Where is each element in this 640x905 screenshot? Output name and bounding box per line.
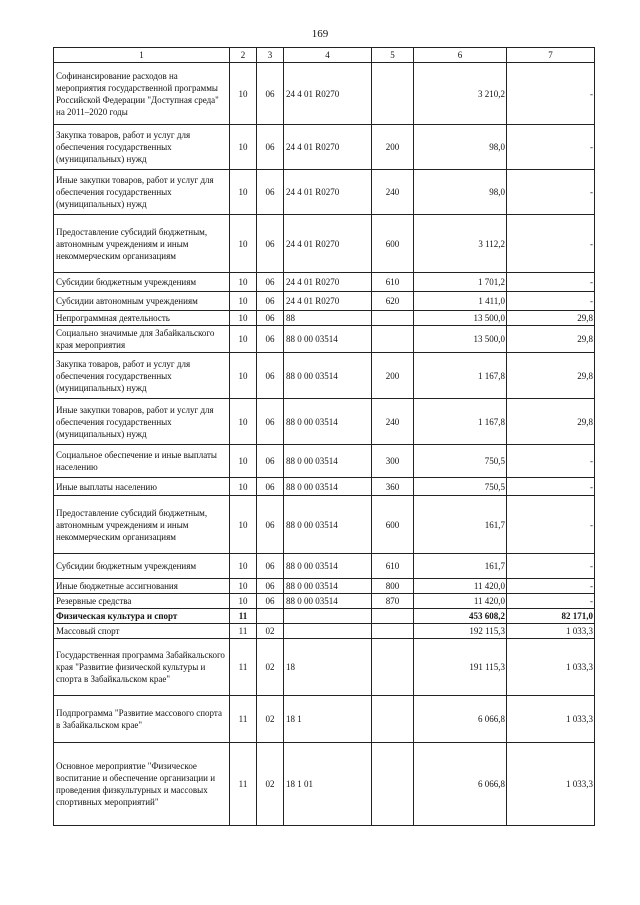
amount-cell: - — [507, 445, 595, 478]
expense-type-cell: 360 — [372, 478, 414, 496]
expense-type-cell: 610 — [372, 554, 414, 579]
target-code-cell: 88 — [284, 311, 372, 326]
amount-cell: - — [507, 554, 595, 579]
header-cell: 1 — [54, 48, 230, 63]
expense-type-cell — [372, 311, 414, 326]
expense-type-cell: 600 — [372, 496, 414, 554]
expense-type-cell — [372, 639, 414, 696]
amount-cell: - — [507, 496, 595, 554]
section-cell: 10 — [230, 554, 257, 579]
expense-type-cell: 300 — [372, 445, 414, 478]
row-name-cell: Подпрограмма "Развитие массового спорта в Забайкальском крае" — [54, 696, 230, 743]
expense-type-cell — [372, 696, 414, 743]
row-name-cell: Закупка товаров, работ и услуг для обеспечения государственных (муниципальных) нужд — [54, 125, 230, 170]
expense-type-cell: 240 — [372, 399, 414, 445]
subsection-cell: 02 — [257, 639, 284, 696]
row-name-cell: Иные бюджетные ассигнования — [54, 579, 230, 594]
amount-cell: 192 115,3 — [414, 624, 507, 639]
target-code-cell: 18 1 01 — [284, 743, 372, 826]
amount-cell: 13 500,0 — [414, 311, 507, 326]
section-cell: 10 — [230, 445, 257, 478]
table-row — [54, 170, 595, 215]
table-row — [54, 594, 595, 609]
amount-cell: 1 167,8 — [414, 353, 507, 399]
row-name-cell: Предоставление субсидий бюджетным, автономным учреждениям и иным некоммерческим организациям — [54, 496, 230, 554]
section-cell: 11 — [230, 624, 257, 639]
amount-cell: 1 033,3 — [507, 743, 595, 826]
amount-cell: - — [507, 579, 595, 594]
amount-cell: 11 420,0 — [414, 594, 507, 609]
amount-cell: - — [507, 215, 595, 273]
amount-cell: 161,7 — [414, 496, 507, 554]
expense-type-cell — [372, 609, 414, 624]
target-code-cell: 88 0 00 03514 — [284, 326, 372, 353]
row-name-cell: Непрограммная деятельность — [54, 311, 230, 326]
amount-cell: 6 066,8 — [414, 743, 507, 826]
amount-cell: 1 033,3 — [507, 624, 595, 639]
amount-cell: 29,8 — [507, 326, 595, 353]
amount-cell: 3 210,2 — [414, 63, 507, 125]
amount-cell: 1 167,8 — [414, 399, 507, 445]
row-name-cell: Иные выплаты населению — [54, 478, 230, 496]
amount-cell: - — [507, 125, 595, 170]
expense-type-cell: 610 — [372, 273, 414, 292]
amount-cell: 98,0 — [414, 125, 507, 170]
table-row — [54, 215, 595, 273]
subsection-cell — [257, 609, 284, 624]
row-name-cell: Субсидии бюджетным учреждениям — [54, 554, 230, 579]
table-row — [54, 311, 595, 326]
amount-cell: 13 500,0 — [414, 326, 507, 353]
section-cell: 10 — [230, 292, 257, 311]
section-cell: 10 — [230, 170, 257, 215]
row-name-cell: Основное мероприятие "Физическое воспитание и обеспечение организации и проведения физкультурных и массовых спортивных мероприятий" — [54, 743, 230, 826]
amount-cell: - — [507, 63, 595, 125]
target-code-cell: 88 0 00 03514 — [284, 579, 372, 594]
expense-type-cell: 800 — [372, 579, 414, 594]
amount-cell: - — [507, 170, 595, 215]
subsection-cell: 06 — [257, 353, 284, 399]
subsection-cell: 02 — [257, 624, 284, 639]
section-cell: 10 — [230, 63, 257, 125]
subsection-cell: 06 — [257, 125, 284, 170]
expense-type-cell: 620 — [372, 292, 414, 311]
target-code-cell: 88 0 00 03514 — [284, 478, 372, 496]
amount-cell: 750,5 — [414, 445, 507, 478]
subsection-cell: 06 — [257, 273, 284, 292]
section-cell: 10 — [230, 273, 257, 292]
target-code-cell: 88 0 00 03514 — [284, 594, 372, 609]
target-code-cell — [284, 609, 372, 624]
header-cell: 2 — [230, 48, 257, 63]
amount-cell: 1 033,3 — [507, 639, 595, 696]
row-name-cell: Иные закупки товаров, работ и услуг для обеспечения государственных (муниципальных) нужд — [54, 399, 230, 445]
subsection-cell: 06 — [257, 594, 284, 609]
target-code-cell — [284, 624, 372, 639]
table-row — [54, 554, 595, 579]
amount-cell: 1 701,2 — [414, 273, 507, 292]
target-code-cell: 18 1 — [284, 696, 372, 743]
target-code-cell: 88 0 00 03514 — [284, 399, 372, 445]
section-cell: 10 — [230, 496, 257, 554]
subsection-cell: 06 — [257, 215, 284, 273]
amount-cell: 3 112,2 — [414, 215, 507, 273]
section-cell: 10 — [230, 399, 257, 445]
amount-cell: 750,5 — [414, 478, 507, 496]
row-name-cell: Государственная программа Забайкальского края "Развитие физической культуры и спорта в Забайкальском крае" — [54, 639, 230, 696]
section-cell: 11 — [230, 609, 257, 624]
table-row — [54, 696, 595, 743]
header-cell: 5 — [372, 48, 414, 63]
target-code-cell: 24 4 01 R0270 — [284, 170, 372, 215]
section-cell: 10 — [230, 594, 257, 609]
amount-cell: 29,8 — [507, 311, 595, 326]
table-row — [54, 478, 595, 496]
amount-cell: 191 115,3 — [414, 639, 507, 696]
table-row — [54, 445, 595, 478]
amount-cell: 453 608,2 — [414, 609, 507, 624]
target-code-cell: 24 4 01 R0270 — [284, 125, 372, 170]
amount-cell: 98,0 — [414, 170, 507, 215]
subsection-cell: 06 — [257, 579, 284, 594]
section-cell: 10 — [230, 326, 257, 353]
amount-cell: - — [507, 594, 595, 609]
target-code-cell: 88 0 00 03514 — [284, 353, 372, 399]
subsection-cell: 06 — [257, 170, 284, 215]
header-row — [54, 48, 595, 63]
subsection-cell: 06 — [257, 496, 284, 554]
row-name-cell: Резервные средства — [54, 594, 230, 609]
table-row — [54, 609, 595, 624]
target-code-cell: 88 0 00 03514 — [284, 496, 372, 554]
header-cell: 6 — [414, 48, 507, 63]
expense-type-cell — [372, 326, 414, 353]
section-cell: 10 — [230, 125, 257, 170]
row-name-cell: Иные закупки товаров, работ и услуг для обеспечения государственных (муниципальных) нужд — [54, 170, 230, 215]
subsection-cell: 06 — [257, 445, 284, 478]
section-cell: 10 — [230, 478, 257, 496]
target-code-cell: 24 4 01 R0270 — [284, 215, 372, 273]
subsection-cell: 06 — [257, 326, 284, 353]
row-name-cell: Субсидии бюджетным учреждениям — [54, 273, 230, 292]
subsection-cell: 02 — [257, 696, 284, 743]
table-row — [54, 639, 595, 696]
subsection-cell: 06 — [257, 399, 284, 445]
section-cell: 10 — [230, 353, 257, 399]
table-row — [54, 125, 595, 170]
section-cell: 10 — [230, 579, 257, 594]
table-row — [54, 353, 595, 399]
subsection-cell: 06 — [257, 292, 284, 311]
expense-type-cell: 240 — [372, 170, 414, 215]
row-name-cell: Социальное обеспечение и иные выплаты населению — [54, 445, 230, 478]
header-cell: 3 — [257, 48, 284, 63]
table-row — [54, 579, 595, 594]
expense-type-cell — [372, 624, 414, 639]
target-code-cell: 24 4 01 R0270 — [284, 292, 372, 311]
table-row — [54, 273, 595, 292]
amount-cell: 29,8 — [507, 353, 595, 399]
amount-cell: - — [507, 478, 595, 496]
row-name-cell: Закупка товаров, работ и услуг для обеспечения государственных (муниципальных) нужд — [54, 353, 230, 399]
target-code-cell: 24 4 01 R0270 — [284, 273, 372, 292]
expense-type-cell: 200 — [372, 353, 414, 399]
expense-type-cell — [372, 743, 414, 826]
amount-cell: - — [507, 273, 595, 292]
target-code-cell: 24 4 01 R0270 — [284, 63, 372, 125]
amount-cell: 161,7 — [414, 554, 507, 579]
row-name-cell: Социально значимые для Забайкальского края мероприятия — [54, 326, 230, 353]
table-row — [54, 743, 595, 826]
amount-cell: 1 033,3 — [507, 696, 595, 743]
amount-cell: 82 171,0 — [507, 609, 595, 624]
section-cell: 11 — [230, 639, 257, 696]
section-cell: 10 — [230, 311, 257, 326]
row-name-cell: Массовый спорт — [54, 624, 230, 639]
target-code-cell: 88 0 00 03514 — [284, 445, 372, 478]
target-code-cell: 18 — [284, 639, 372, 696]
subsection-cell: 06 — [257, 554, 284, 579]
subsection-cell: 06 — [257, 478, 284, 496]
budget-table — [53, 47, 595, 826]
row-name-cell: Субсидии автономным учреждениям — [54, 292, 230, 311]
amount-cell: 11 420,0 — [414, 579, 507, 594]
amount-cell: 6 066,8 — [414, 696, 507, 743]
subsection-cell: 02 — [257, 743, 284, 826]
table-row — [54, 496, 595, 554]
header-cell: 4 — [284, 48, 372, 63]
row-name-cell: Физическая культура и спорт — [54, 609, 230, 624]
target-code-cell: 88 0 00 03514 — [284, 554, 372, 579]
table-row — [54, 624, 595, 639]
amount-cell: - — [507, 292, 595, 311]
section-cell: 11 — [230, 743, 257, 826]
expense-type-cell: 200 — [372, 125, 414, 170]
expense-type-cell — [372, 63, 414, 125]
table-row — [54, 399, 595, 445]
table-row — [54, 292, 595, 311]
amount-cell: 1 411,0 — [414, 292, 507, 311]
expense-type-cell: 600 — [372, 215, 414, 273]
header-cell: 7 — [507, 48, 595, 63]
section-cell: 10 — [230, 215, 257, 273]
page-number: 169 — [311, 28, 329, 40]
row-name-cell: Предоставление субсидий бюджетным, автономным учреждениям и иным некоммерческим организациям — [54, 215, 230, 273]
table-row — [54, 63, 595, 125]
subsection-cell: 06 — [257, 311, 284, 326]
section-cell: 11 — [230, 696, 257, 743]
table-row — [54, 326, 595, 353]
subsection-cell: 06 — [257, 63, 284, 125]
expense-type-cell: 870 — [372, 594, 414, 609]
row-name-cell: Софинансирование расходов на мероприятия государственной программы Российской Федерации "Доступная среда" на 2011–2020 годы — [54, 63, 230, 125]
amount-cell: 29,8 — [507, 399, 595, 445]
